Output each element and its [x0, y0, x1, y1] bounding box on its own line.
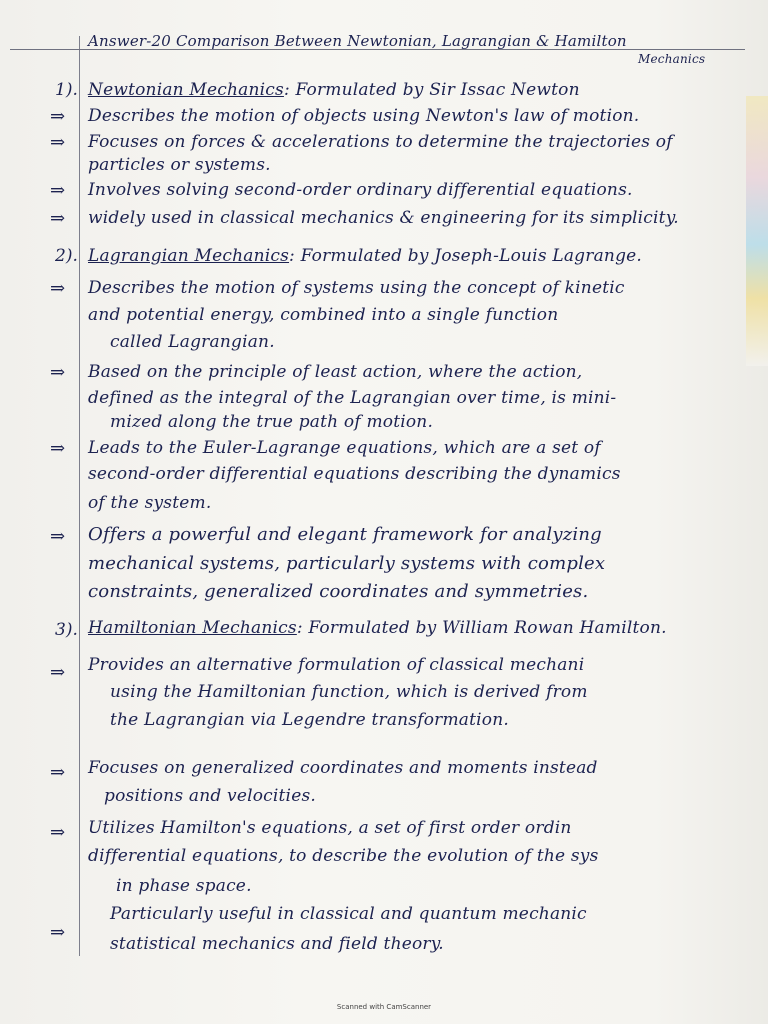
section-heading: Newtonian Mechanics — [88, 80, 284, 100]
arrow-icon: ⇒ — [50, 662, 66, 683]
point-line: Describes the motion of systems using the concept of kinetic — [88, 278, 625, 298]
section-heading-line — [88, 618, 667, 638]
section-number: 2). — [55, 246, 78, 266]
arrow-icon: ⇒ — [50, 362, 66, 383]
point-line: Focuses on forces & accelerations to determine the trajectories of — [88, 132, 673, 152]
section-heading-rest: : Formulated by William Rowan Hamilton. — [296, 618, 667, 638]
point-line: of the system. — [88, 493, 212, 513]
arrow-icon: ⇒ — [50, 278, 66, 299]
section-heading-line — [88, 80, 580, 100]
point-line: Focuses on generalized coordinates and moments instead — [88, 758, 598, 778]
arrow-icon: ⇒ — [50, 106, 66, 127]
point-line: constraints, generalized coordinates and symmetries. — [88, 581, 589, 602]
page-title-continued: Mechanics — [638, 52, 706, 66]
point-line: Involves solving second-order ordinary differential equations. — [88, 180, 633, 200]
section-heading: Lagrangian Mechanics — [88, 246, 290, 266]
page-edge-colour-strip — [746, 96, 768, 366]
point-line: Particularly useful in classical and quantum mechanic — [110, 904, 587, 924]
section-heading-rest: : Formulated by Joseph-Louis Lagrange. — [289, 246, 643, 266]
arrow-icon: ⇒ — [50, 438, 66, 459]
point-line: in phase space. — [116, 876, 252, 896]
margin-line — [79, 36, 80, 956]
arrow-icon: ⇒ — [50, 922, 66, 943]
point-line: called Lagrangian. — [110, 332, 275, 352]
point-line: the Lagrangian via Legendre transformation. — [110, 710, 509, 730]
point-line: positions and velocities. — [104, 786, 316, 806]
point-line: Based on the principle of least action, where the action, — [88, 362, 583, 382]
point-line: Provides an alternative formulation of classical mechani — [88, 655, 585, 675]
arrow-icon: ⇒ — [50, 526, 66, 547]
point-line: Describes the motion of objects using Newton's law of motion. — [88, 106, 640, 126]
arrow-icon: ⇒ — [50, 762, 66, 783]
arrow-icon: ⇒ — [50, 132, 66, 153]
scanner-watermark: Scanned with CamScanner — [336, 1003, 432, 1011]
point-line: defined as the integral of the Lagrangian over time, is mini- — [88, 388, 617, 408]
arrow-icon: ⇒ — [50, 822, 66, 843]
page-title: Answer-20 Comparison Between Newtonian, Lagrangian & Hamilton — [88, 32, 627, 50]
section-heading-line — [88, 246, 642, 266]
point-line: and potential energy, combined into a single function — [88, 305, 559, 325]
point-line: Offers a powerful and elegant framework for analyzing — [88, 524, 602, 545]
point-line: mized along the true path of motion. — [110, 412, 434, 432]
point-line: differential equations, to describe the evolution of the sys — [88, 846, 599, 866]
point-line: widely used in classical mechanics & engineering for its simplicity. — [88, 208, 679, 228]
section-number: 1). — [55, 80, 78, 100]
section-heading-rest: : Formulated by Sir Issac Newton — [283, 80, 580, 100]
point-line: mechanical systems, particularly systems with complex — [88, 553, 606, 574]
point-line: using the Hamiltonian function, which is derived from — [110, 682, 588, 702]
arrow-icon: ⇒ — [50, 208, 66, 229]
point-line: Utilizes Hamilton's equations, a set of first order ordin — [88, 818, 572, 838]
point-line: statistical mechanics and field theory. — [110, 934, 444, 954]
section-heading: Hamiltonian Mechanics — [88, 618, 297, 638]
section-number: 3). — [55, 620, 78, 640]
point-line: particles or systems. — [88, 155, 271, 175]
point-line: Leads to the Euler-Lagrange equations, which are a set of — [88, 438, 601, 458]
point-line: second-order differential equations describing the dynamics — [88, 464, 621, 484]
arrow-icon: ⇒ — [50, 180, 66, 201]
